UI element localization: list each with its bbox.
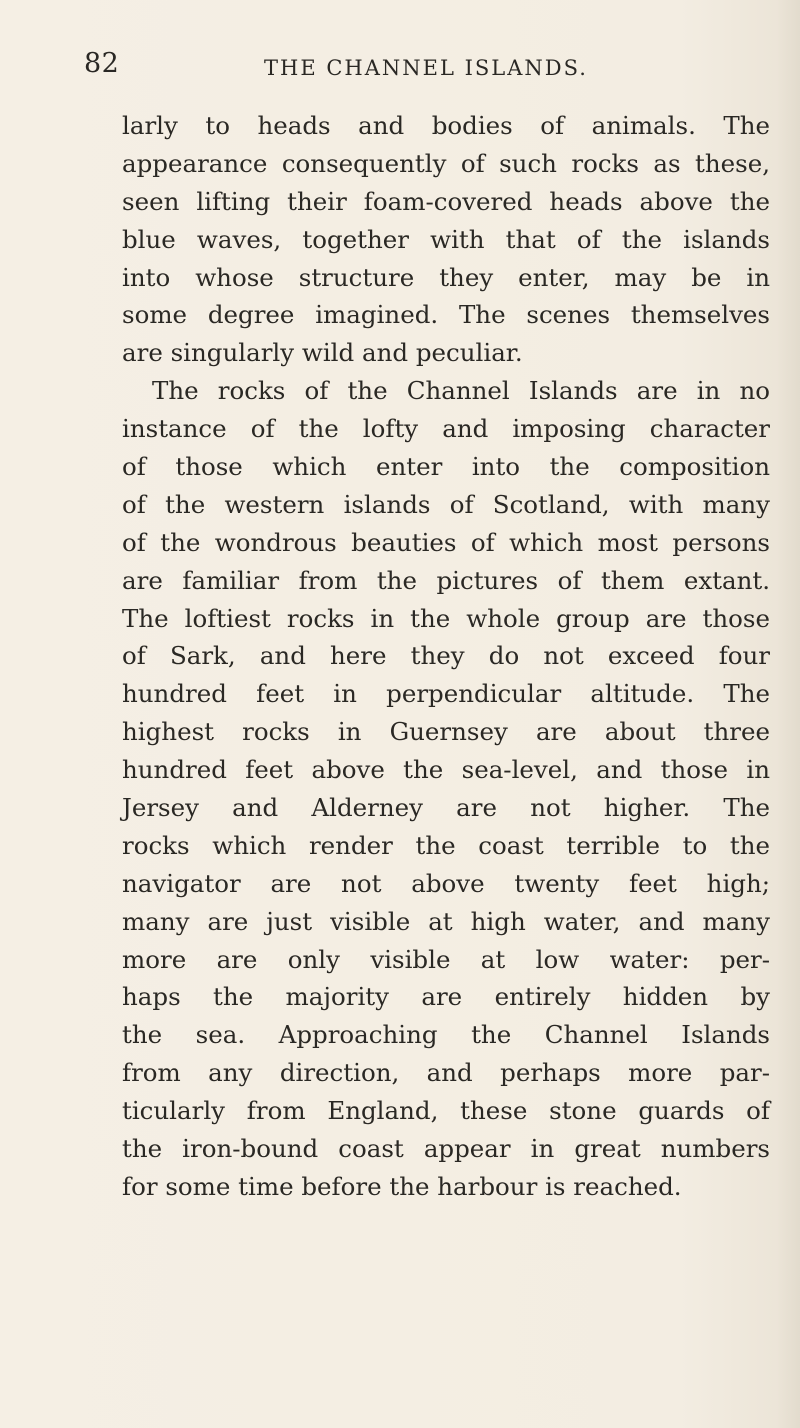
text-line: hundred feet above the sea-level, and those in	[122, 755, 770, 785]
text-line: from any direction, and perhaps more par-	[122, 1058, 770, 1088]
text-line: seen lifting their foam-covered heads above the	[122, 186, 770, 216]
text-line: instance of the lofty and imposing character	[122, 414, 770, 444]
body-text	[122, 107, 770, 1206]
text-line: The rocks of the Channel Islands are in no	[152, 376, 770, 406]
text-line: of the wondrous beauties of which most persons	[122, 527, 770, 557]
text-line: navigator are not above twenty feet high;	[122, 868, 770, 898]
text-line: ticularly from England, these stone guards of	[122, 1096, 770, 1126]
text-line: of those which enter into the composition	[122, 452, 770, 482]
running-head: THE CHANNEL ISLANDS.	[264, 56, 588, 80]
text-line: for some time before the harbour is reached.	[122, 1171, 682, 1201]
text-line: blue waves, together with that of the islands	[122, 224, 770, 254]
text-line: the iron-bound coast appear in great numbers	[122, 1134, 770, 1164]
text-line: rocks which render the coast terrible to the	[122, 830, 770, 860]
text-line: larly to heads and bodies of animals. The	[122, 111, 770, 140]
text-line: are singularly wild and peculiar.	[122, 338, 523, 368]
text-line: hundred feet in perpendicular altitude. The	[122, 679, 770, 709]
text-line: some degree imagined. The scenes themselves	[122, 300, 770, 330]
text-line: haps the majority are entirely hidden by	[122, 982, 770, 1012]
text-line: highest rocks in Guernsey are about three	[122, 717, 770, 747]
text-line: The loftiest rocks in the whole group are those	[122, 603, 770, 633]
text-line: are familiar from the pictures of them extant.	[122, 565, 770, 595]
text-line: many are just visible at high water, and many	[122, 906, 770, 936]
text-line: into whose structure they enter, may be in	[122, 262, 770, 292]
text-line: more are only visible at low water: per-	[122, 944, 770, 974]
text-line: appearance consequently of such rocks as these,	[122, 148, 770, 178]
text-line: the sea. Approaching the Channel Islands	[122, 1020, 770, 1050]
text-line: Jersey and Alderney are not higher. The	[122, 793, 770, 823]
text-line: of Sark, and here they do not exceed four	[122, 641, 770, 671]
text-line: of the western islands of Scotland, with many	[122, 489, 770, 519]
page-number: 82	[84, 48, 120, 79]
